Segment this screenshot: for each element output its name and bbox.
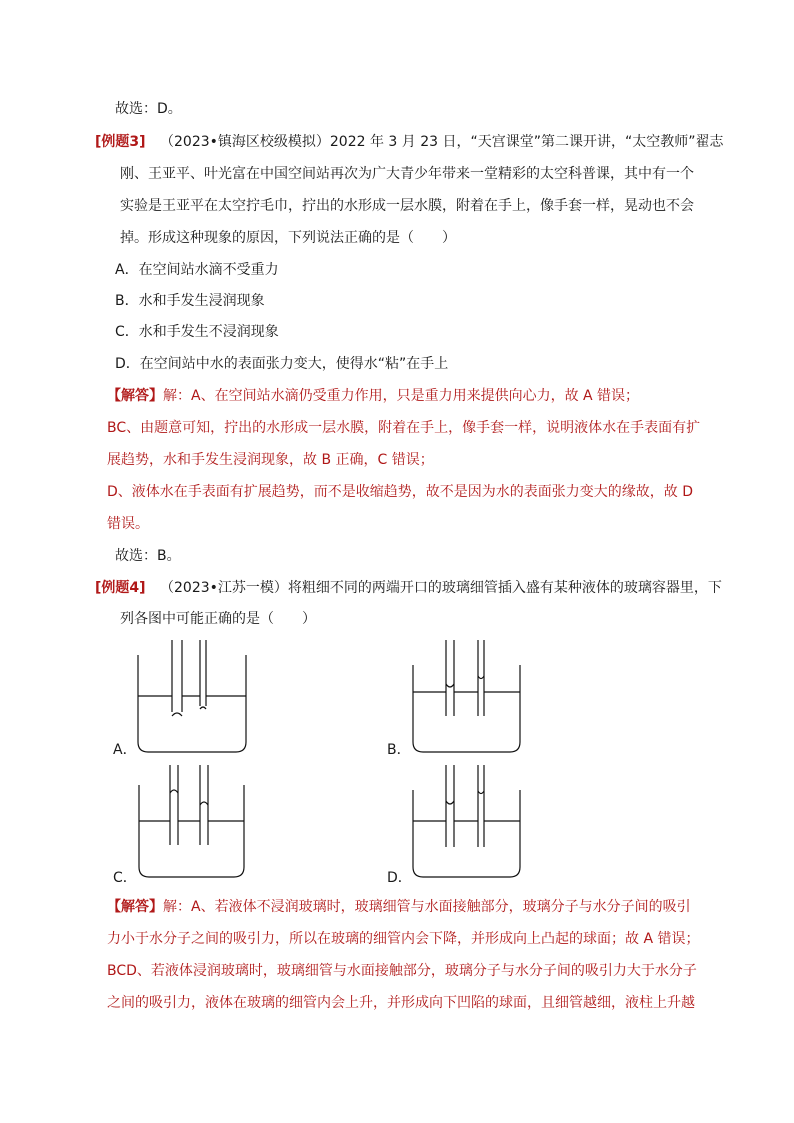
example3-answer-line-5: 错误。 — [107, 516, 149, 532]
example3-option-d: D．在空间站中水的表面张力变大，使得水“粘”在手上 — [115, 356, 449, 372]
example3-choice: 故选：B。 — [115, 548, 181, 564]
example3-answer-line-2: BC、由题意可知，拧出的水形成一层水膜，附着在手上，像手套一样，说明液体水在手表面有扩 — [107, 420, 701, 436]
example3-stem-line-1: 2022 年 3 月 23 日，“天宫课堂”第二课开讲，“太空教师”翟志 — [329, 134, 724, 150]
example4-stem-line-1: 将粗细不同的两端开口的玻璃细管插入盛有某种液体的玻璃容器里，下 — [287, 580, 722, 596]
example4-source: （2023•江苏一模） — [160, 580, 288, 596]
example3-option-b: B．水和手发生浸润现象 — [115, 293, 265, 309]
capillary-figure-c — [136, 765, 251, 880]
example3-answer-line-1 — [107, 386, 639, 406]
example3-option-c: C．水和手发生不浸润现象 — [115, 324, 279, 340]
capillary-figure-b — [408, 640, 528, 755]
example4-answer-text-1: 解：A、若液体不浸润玻璃时，玻璃细管与水面接触部分，玻璃分子与水分子间的吸引 — [163, 899, 691, 915]
example4-answer-line-2: 力小于水分子之间的吸引力，所以在玻璃的细管内会下降，并形成向上凸起的球面；故 A 错误； — [107, 931, 700, 947]
example3-stem-line-2: 刚、王亚平、叶光富在中国空间站再次为广大青少年带来一堂精彩的太空科普课，其中有一个 — [120, 166, 694, 182]
figure-label-b: B． — [387, 742, 411, 758]
example3-heading — [95, 132, 724, 152]
example3-stem-line-3: 实验是王亚平在太空拧毛巾，拧出的水形成一层水膜，附着在手上，像手套一样，晃动也不会 — [120, 198, 694, 214]
example4-answer-line-3: BCD、若液体浸润玻璃时，玻璃细管与水面接触部分，玻璃分子与水分子间的吸引力大于水分子 — [107, 963, 697, 979]
example4-answer-line-4: 之间的吸引力，液体在玻璃的细管内会上升，并形成向下凹陷的球面，且细管越细，液柱上升越 — [107, 995, 695, 1011]
example3-source: （2023•镇海区校级模拟） — [160, 134, 330, 150]
example3-answer-line-3: 展趋势，水和手发生浸润现象，故 B 正确，C 错误； — [107, 452, 434, 468]
example3-option-a: A．在空间站水滴不受重力 — [115, 262, 279, 278]
figure-label-a: A． — [113, 742, 137, 758]
figure-label-c: C． — [113, 870, 137, 886]
example4-answer-tag: 【解答】 — [107, 899, 163, 915]
example3-answer-line-4: D、液体水在手表面有扩展趋势，而不是收缩趋势，故不是因为水的表面张力变大的缘故，故 D — [107, 484, 694, 500]
example4-answer-line-1 — [107, 897, 691, 917]
example4-stem-line-2: 列各图中可能正确的是（ ） — [120, 611, 316, 627]
example3-answer-tag: 【解答】 — [107, 388, 163, 404]
capillary-figure-d — [408, 765, 528, 880]
example3-tag: [例题3] — [95, 134, 146, 150]
example4-tag: [例题4] — [95, 580, 146, 596]
example3-stem-line-4: 掉。形成这种现象的原因，下列说法正确的是（ ） — [120, 230, 456, 246]
example3-answer-text-1: 解：A、在空间站水滴仍受重力作用，只是重力用来提供向心力，故 A 错误； — [163, 388, 640, 404]
capillary-figure-a — [130, 640, 255, 755]
prev-answer-choice: 故选：D。 — [115, 101, 182, 117]
example4-heading — [95, 578, 722, 598]
figure-label-d: D． — [387, 870, 412, 886]
